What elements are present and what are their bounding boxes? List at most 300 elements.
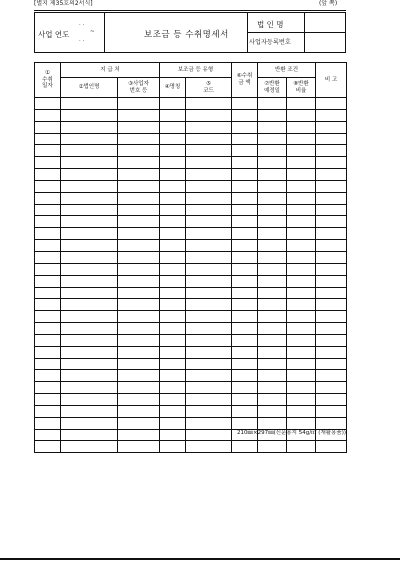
table-cell[interactable] (232, 204, 258, 216)
table-cell[interactable] (186, 417, 232, 429)
table-cell[interactable] (287, 323, 316, 335)
table-row (35, 121, 347, 133)
table-cell[interactable] (287, 299, 316, 311)
table-cell[interactable] (35, 405, 61, 417)
table-cell[interactable] (35, 299, 61, 311)
table-cell[interactable] (258, 251, 287, 263)
table-cell[interactable] (287, 370, 316, 382)
table-cell[interactable] (61, 263, 118, 275)
table-cell[interactable] (160, 192, 186, 204)
table-cell[interactable] (258, 109, 287, 121)
table-cell[interactable] (287, 145, 316, 157)
table-cell[interactable] (316, 121, 347, 133)
table-cell[interactable] (258, 121, 287, 133)
payer-group-header (61, 63, 160, 78)
col-receipt-date-label: ① 수취 일자 (42, 69, 53, 90)
table-cell[interactable] (287, 311, 316, 323)
table-cell[interactable] (35, 216, 61, 228)
table-cell[interactable] (61, 216, 118, 228)
year-start-dots: · · (79, 22, 85, 28)
table-cell[interactable] (160, 299, 186, 311)
table-cell[interactable] (35, 346, 61, 358)
table-cell[interactable] (160, 157, 186, 169)
table-cell[interactable] (287, 169, 316, 181)
table-cell[interactable] (287, 346, 316, 358)
table-cell[interactable] (35, 240, 61, 252)
table-cell[interactable] (258, 358, 287, 370)
table-cell[interactable] (316, 441, 347, 453)
table-cell[interactable] (118, 311, 160, 323)
table-cell[interactable] (316, 240, 347, 252)
table-cell[interactable] (316, 287, 347, 299)
table-cell[interactable] (258, 169, 287, 181)
table-cell[interactable] (160, 429, 186, 441)
table-cell[interactable] (61, 192, 118, 204)
table-cell[interactable] (258, 334, 287, 346)
table-cell[interactable] (258, 405, 287, 417)
table-cell[interactable] (287, 240, 316, 252)
table-cell[interactable] (160, 441, 186, 453)
table-cell[interactable] (61, 109, 118, 121)
table-cell[interactable] (258, 311, 287, 323)
table-cell[interactable] (316, 405, 347, 417)
table-cell[interactable] (258, 157, 287, 169)
table-cell[interactable] (160, 251, 186, 263)
table-cell[interactable] (232, 323, 258, 335)
table-cell[interactable] (232, 98, 258, 110)
table-cell[interactable] (316, 263, 347, 275)
table-cell[interactable] (232, 417, 258, 429)
table-cell[interactable] (35, 275, 61, 287)
table-cell[interactable] (258, 133, 287, 145)
table-cell[interactable] (61, 133, 118, 145)
table-cell[interactable] (316, 133, 347, 145)
table-cell[interactable] (186, 299, 232, 311)
table-cell[interactable] (160, 275, 186, 287)
table-row (35, 287, 347, 299)
table-cell[interactable] (232, 370, 258, 382)
table-cell[interactable] (35, 429, 61, 441)
table-cell[interactable] (118, 382, 160, 394)
table-cell[interactable] (232, 275, 258, 287)
table-cell[interactable] (316, 394, 347, 406)
table-cell[interactable] (35, 311, 61, 323)
col-remarks (316, 63, 347, 98)
corp-name-label: 법 인 명 (257, 20, 284, 29)
table-cell[interactable] (61, 382, 118, 394)
table-cell[interactable] (232, 145, 258, 157)
table-cell[interactable] (287, 192, 316, 204)
table-cell[interactable] (232, 216, 258, 228)
table-cell[interactable] (186, 334, 232, 346)
table-cell[interactable] (160, 133, 186, 145)
table-cell[interactable] (61, 169, 118, 181)
table-cell[interactable] (186, 169, 232, 181)
table-cell[interactable] (316, 323, 347, 335)
table-cell[interactable] (287, 441, 316, 453)
table-cell[interactable] (160, 228, 186, 240)
table-row (35, 133, 347, 145)
table-cell[interactable] (118, 275, 160, 287)
table-cell[interactable] (118, 109, 160, 121)
table-cell[interactable] (160, 109, 186, 121)
table-cell[interactable] (160, 370, 186, 382)
table-cell[interactable] (316, 334, 347, 346)
table-cell[interactable] (186, 323, 232, 335)
table-cell[interactable] (258, 98, 287, 110)
table-cell[interactable] (287, 417, 316, 429)
table-cell[interactable] (35, 109, 61, 121)
table-cell[interactable] (316, 417, 347, 429)
divider (104, 13, 105, 52)
table-cell[interactable] (160, 394, 186, 406)
table-cell[interactable] (258, 204, 287, 216)
table-cell[interactable] (35, 394, 61, 406)
table-cell[interactable] (316, 251, 347, 263)
table-cell[interactable] (35, 98, 61, 110)
table-cell[interactable] (232, 192, 258, 204)
table-cell[interactable] (35, 180, 61, 192)
table-cell[interactable] (316, 382, 347, 394)
table-cell[interactable] (287, 334, 316, 346)
table-cell[interactable] (61, 429, 118, 441)
table-cell[interactable] (160, 98, 186, 110)
table-cell[interactable] (61, 323, 118, 335)
table-cell[interactable] (118, 192, 160, 204)
table-cell[interactable] (118, 169, 160, 181)
table-cell[interactable] (232, 157, 258, 169)
table-row (35, 240, 347, 252)
table-cell[interactable] (316, 98, 347, 110)
table-cell[interactable] (232, 311, 258, 323)
table-cell[interactable] (287, 263, 316, 275)
table-cell[interactable] (186, 157, 232, 169)
table-cell[interactable] (35, 287, 61, 299)
table-cell[interactable] (35, 157, 61, 169)
table-cell[interactable] (287, 121, 316, 133)
table-cell[interactable] (232, 334, 258, 346)
table-cell[interactable] (186, 133, 232, 145)
table-cell[interactable] (287, 382, 316, 394)
table-cell[interactable] (186, 121, 232, 133)
table-row (35, 263, 347, 275)
table-cell[interactable] (35, 192, 61, 204)
table-cell[interactable] (186, 216, 232, 228)
table-cell[interactable] (61, 370, 118, 382)
table-cell[interactable] (258, 192, 287, 204)
table-cell[interactable] (160, 358, 186, 370)
table-cell[interactable] (186, 240, 232, 252)
table-cell[interactable] (232, 169, 258, 181)
col-receipt-amount-label: ⑥수취 금 액 (236, 73, 253, 86)
table-cell[interactable] (258, 370, 287, 382)
table-cell[interactable] (287, 228, 316, 240)
col-corp-name-label: ②법인명 (78, 84, 100, 91)
table-cell[interactable] (160, 204, 186, 216)
table-cell[interactable] (118, 98, 160, 110)
table-cell[interactable] (160, 287, 186, 299)
table-cell[interactable] (35, 323, 61, 335)
table-cell[interactable] (160, 216, 186, 228)
table-cell[interactable] (232, 228, 258, 240)
table-cell[interactable] (61, 299, 118, 311)
table-cell[interactable] (186, 346, 232, 358)
table-cell[interactable] (258, 382, 287, 394)
table-cell[interactable] (232, 133, 258, 145)
year-end-dots: · · (79, 38, 85, 44)
table-cell[interactable] (61, 251, 118, 263)
table-cell[interactable] (118, 145, 160, 157)
table-cell[interactable] (118, 133, 160, 145)
table-cell[interactable] (232, 299, 258, 311)
biz-reg-value[interactable] (305, 33, 346, 52)
table-cell[interactable] (118, 240, 160, 252)
table-cell[interactable] (316, 157, 347, 169)
table-cell[interactable] (287, 405, 316, 417)
table-cell[interactable] (186, 287, 232, 299)
table-cell[interactable] (118, 346, 160, 358)
table-cell[interactable] (61, 180, 118, 192)
table-cell[interactable] (160, 405, 186, 417)
table-cell[interactable] (61, 157, 118, 169)
col-remarks-label: 비 고 (324, 76, 338, 83)
table-cell[interactable] (118, 228, 160, 240)
table-cell[interactable] (287, 204, 316, 216)
table-cell[interactable] (287, 394, 316, 406)
table-cell[interactable] (35, 358, 61, 370)
table-cell[interactable] (35, 441, 61, 453)
col-return-ratio (287, 78, 316, 98)
table-cell[interactable] (61, 228, 118, 240)
table-cell[interactable] (258, 180, 287, 192)
table-cell[interactable] (232, 405, 258, 417)
subsidy-type-group-label: 보조금 등 유형 (177, 66, 214, 73)
table-cell[interactable] (61, 275, 118, 287)
table-cell[interactable] (35, 133, 61, 145)
table-cell[interactable] (160, 169, 186, 181)
table-cell[interactable] (118, 394, 160, 406)
table-cell[interactable] (316, 204, 347, 216)
table-cell[interactable] (186, 429, 232, 441)
table-cell[interactable] (160, 263, 186, 275)
table-cell[interactable] (118, 251, 160, 263)
table-cell[interactable] (287, 275, 316, 287)
table-cell[interactable] (61, 417, 118, 429)
table-cell[interactable] (186, 275, 232, 287)
table-cell[interactable] (258, 323, 287, 335)
table-cell[interactable] (61, 394, 118, 406)
table-cell[interactable] (118, 441, 160, 453)
table-cell[interactable] (258, 240, 287, 252)
page-side: (앞 쪽) (319, 0, 338, 7)
table-cell[interactable] (258, 145, 287, 157)
table-cell[interactable] (61, 145, 118, 157)
col-corp-name (61, 78, 118, 98)
table-cell[interactable] (118, 157, 160, 169)
table-cell[interactable] (232, 251, 258, 263)
col-receipt-amount (232, 63, 258, 98)
table-cell[interactable] (35, 263, 61, 275)
table-cell[interactable] (258, 394, 287, 406)
table-cell[interactable] (232, 346, 258, 358)
table-cell[interactable] (258, 299, 287, 311)
table-cell[interactable] (186, 405, 232, 417)
table-cell[interactable] (118, 429, 160, 441)
table-cell[interactable] (118, 287, 160, 299)
table-cell[interactable] (118, 121, 160, 133)
year-tilde: ~ (90, 29, 95, 35)
table-cell[interactable] (316, 346, 347, 358)
table-cell[interactable] (61, 441, 118, 453)
table-row (35, 311, 347, 323)
corp-name-value[interactable] (305, 13, 346, 31)
table-row (35, 417, 347, 429)
table-cell[interactable] (35, 204, 61, 216)
table-cell[interactable] (160, 180, 186, 192)
table-cell[interactable] (186, 382, 232, 394)
table-cell[interactable] (287, 251, 316, 263)
table-cell[interactable] (316, 180, 347, 192)
table-cell[interactable] (61, 121, 118, 133)
table-cell[interactable] (160, 121, 186, 133)
table-cell[interactable] (316, 370, 347, 382)
table-cell[interactable] (35, 370, 61, 382)
table-cell[interactable] (232, 263, 258, 275)
table-cell[interactable] (258, 417, 287, 429)
table-cell[interactable] (258, 275, 287, 287)
table-cell[interactable] (61, 358, 118, 370)
table-cell[interactable] (186, 109, 232, 121)
table-cell[interactable] (316, 275, 347, 287)
table-cell[interactable] (160, 346, 186, 358)
table-cell[interactable] (258, 441, 287, 453)
table-row (35, 180, 347, 192)
table-cell[interactable] (287, 287, 316, 299)
table-cell[interactable] (61, 346, 118, 358)
table-cell[interactable] (35, 145, 61, 157)
table-cell[interactable] (160, 334, 186, 346)
table-cell[interactable] (316, 109, 347, 121)
table-cell[interactable] (61, 311, 118, 323)
table-cell[interactable] (35, 121, 61, 133)
table-cell[interactable] (61, 287, 118, 299)
table-cell[interactable] (118, 417, 160, 429)
table-cell[interactable] (287, 180, 316, 192)
table-cell[interactable] (316, 169, 347, 181)
table-cell[interactable] (118, 263, 160, 275)
col-subsidy-code-label: ⑤ 코드 (203, 80, 214, 94)
table-cell[interactable] (118, 334, 160, 346)
table-cell[interactable] (258, 228, 287, 240)
table-cell[interactable] (232, 240, 258, 252)
table-cell[interactable] (287, 98, 316, 110)
table-cell[interactable] (118, 370, 160, 382)
table-cell[interactable] (232, 394, 258, 406)
table-cell[interactable] (186, 180, 232, 192)
col-return-date (258, 78, 287, 98)
table-cell[interactable] (118, 299, 160, 311)
table-cell[interactable] (232, 287, 258, 299)
table-cell[interactable] (35, 169, 61, 181)
table-cell[interactable] (186, 204, 232, 216)
table-cell[interactable] (258, 216, 287, 228)
table-cell[interactable] (118, 216, 160, 228)
table-cell[interactable] (160, 311, 186, 323)
table-cell[interactable] (61, 334, 118, 346)
table-cell[interactable] (186, 145, 232, 157)
table-cell[interactable] (118, 323, 160, 335)
table-cell[interactable] (186, 311, 232, 323)
table-cell[interactable] (186, 358, 232, 370)
table-cell[interactable] (160, 417, 186, 429)
table-cell[interactable] (316, 299, 347, 311)
table-cell[interactable] (186, 394, 232, 406)
table-cell[interactable] (118, 405, 160, 417)
table-cell[interactable] (160, 145, 186, 157)
table-cell[interactable] (232, 109, 258, 121)
table-cell[interactable] (186, 98, 232, 110)
table-cell[interactable] (316, 216, 347, 228)
table-cell[interactable] (35, 417, 61, 429)
table-cell[interactable] (118, 180, 160, 192)
table-cell[interactable] (160, 323, 186, 335)
table-cell[interactable] (316, 192, 347, 204)
table-cell[interactable] (316, 228, 347, 240)
table-cell[interactable] (316, 358, 347, 370)
table-cell[interactable] (186, 192, 232, 204)
table-cell[interactable] (287, 358, 316, 370)
table-cell[interactable] (160, 382, 186, 394)
table-cell[interactable] (61, 405, 118, 417)
table-cell[interactable] (61, 204, 118, 216)
table-cell[interactable] (287, 216, 316, 228)
table-cell[interactable] (287, 133, 316, 145)
table-cell[interactable] (258, 263, 287, 275)
business-year-label: 사업 연도 (38, 30, 70, 39)
table-cell[interactable] (316, 145, 347, 157)
table-cell[interactable] (186, 263, 232, 275)
col-receipt-date (35, 63, 61, 98)
table-cell[interactable] (35, 228, 61, 240)
payer-group-label: 지 급 처 (100, 66, 120, 73)
table-cell[interactable] (61, 98, 118, 110)
table-cell[interactable] (258, 346, 287, 358)
table-cell[interactable] (61, 240, 118, 252)
table-row (35, 405, 347, 417)
table-cell[interactable] (35, 382, 61, 394)
table-cell[interactable] (232, 441, 258, 453)
bottom-rule (0, 558, 400, 560)
table-cell[interactable] (186, 228, 232, 240)
table-cell[interactable] (232, 382, 258, 394)
table-cell[interactable] (316, 311, 347, 323)
header-block (34, 12, 346, 53)
table-cell[interactable] (287, 157, 316, 169)
table-cell[interactable] (35, 334, 61, 346)
table-cell[interactable] (232, 121, 258, 133)
table-cell[interactable] (186, 370, 232, 382)
table-cell[interactable] (118, 204, 160, 216)
table-cell[interactable] (186, 441, 232, 453)
table-cell[interactable] (287, 109, 316, 121)
table-cell[interactable] (160, 240, 186, 252)
table-cell[interactable] (232, 180, 258, 192)
table-cell[interactable] (258, 287, 287, 299)
table-cell[interactable] (118, 358, 160, 370)
table-cell[interactable] (232, 358, 258, 370)
table-cell[interactable] (186, 251, 232, 263)
table-cell[interactable] (35, 251, 61, 263)
